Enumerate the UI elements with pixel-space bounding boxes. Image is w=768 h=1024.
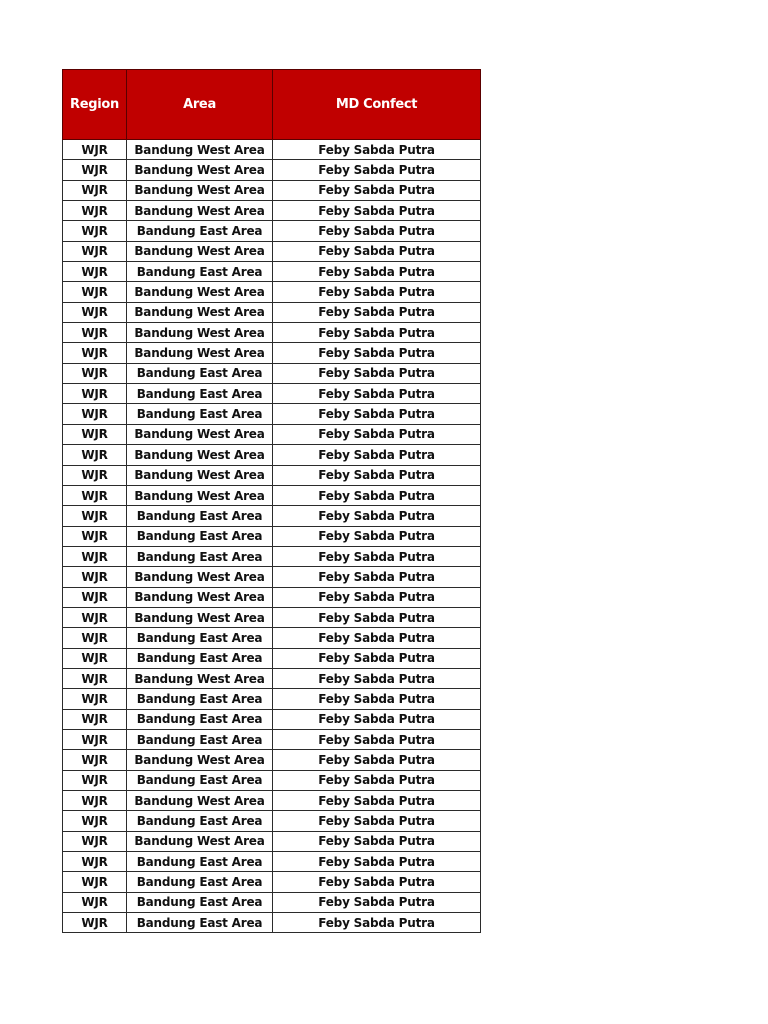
cell-area: Bandung East Area (127, 506, 273, 526)
cell-region: WJR (63, 323, 127, 343)
cell-region: WJR (63, 546, 127, 566)
table-row (63, 323, 481, 343)
cell-md-confect: Feby Sabda Putra (273, 892, 481, 912)
cell-area: Bandung West Area (127, 465, 273, 485)
cell-area: Bandung West Area (127, 750, 273, 770)
cell-region: WJR (63, 201, 127, 221)
cell-region: WJR (63, 668, 127, 688)
cell-area: Bandung East Area (127, 689, 273, 709)
cell-region: WJR (63, 526, 127, 546)
table-row (63, 160, 481, 180)
cell-md-confect: Feby Sabda Putra (273, 791, 481, 811)
cell-region: WJR (63, 241, 127, 261)
table-row (63, 241, 481, 261)
cell-region: WJR (63, 506, 127, 526)
cell-area: Bandung East Area (127, 892, 273, 912)
cell-area: Bandung West Area (127, 323, 273, 343)
table-row (63, 852, 481, 872)
cell-md-confect: Feby Sabda Putra (273, 709, 481, 729)
cell-region: WJR (63, 791, 127, 811)
cell-area: Bandung West Area (127, 445, 273, 465)
cell-region: WJR (63, 343, 127, 363)
cell-area: Bandung East Area (127, 384, 273, 404)
table-row (63, 770, 481, 790)
cell-md-confect: Feby Sabda Putra (273, 811, 481, 831)
cell-md-confect: Feby Sabda Putra (273, 323, 481, 343)
table-row (63, 729, 481, 749)
cell-area: Bandung East Area (127, 526, 273, 546)
table-row (63, 221, 481, 241)
cell-region: WJR (63, 831, 127, 851)
table-row (63, 628, 481, 648)
column-header-region: Region (63, 70, 127, 140)
cell-region: WJR (63, 262, 127, 282)
cell-area: Bandung East Area (127, 913, 273, 933)
cell-md-confect: Feby Sabda Putra (273, 282, 481, 302)
cell-md-confect: Feby Sabda Putra (273, 241, 481, 261)
cell-md-confect: Feby Sabda Putra (273, 201, 481, 221)
cell-area: Bandung East Area (127, 709, 273, 729)
table-row (63, 262, 481, 282)
table-row (63, 750, 481, 770)
cell-md-confect: Feby Sabda Putra (273, 913, 481, 933)
cell-md-confect: Feby Sabda Putra (273, 607, 481, 627)
cell-area: Bandung West Area (127, 668, 273, 688)
cell-md-confect: Feby Sabda Putra (273, 648, 481, 668)
cell-md-confect: Feby Sabda Putra (273, 180, 481, 200)
cell-md-confect: Feby Sabda Putra (273, 221, 481, 241)
table-row (63, 363, 481, 383)
table-row (63, 648, 481, 668)
cell-md-confect: Feby Sabda Putra (273, 506, 481, 526)
column-header-md-confect: MD Confect (273, 70, 481, 140)
cell-region: WJR (63, 363, 127, 383)
cell-area: Bandung West Area (127, 831, 273, 851)
cell-area: Bandung West Area (127, 791, 273, 811)
cell-region: WJR (63, 892, 127, 912)
table-row (63, 892, 481, 912)
cell-region: WJR (63, 770, 127, 790)
cell-area: Bandung East Area (127, 262, 273, 282)
cell-area: Bandung East Area (127, 628, 273, 648)
cell-region: WJR (63, 729, 127, 749)
table-row (63, 465, 481, 485)
cell-md-confect: Feby Sabda Putra (273, 587, 481, 607)
cell-md-confect: Feby Sabda Putra (273, 302, 481, 322)
cell-area: Bandung East Area (127, 852, 273, 872)
cell-md-confect: Feby Sabda Putra (273, 668, 481, 688)
cell-region: WJR (63, 689, 127, 709)
cell-region: WJR (63, 180, 127, 200)
cell-region: WJR (63, 811, 127, 831)
table-row (63, 384, 481, 404)
cell-md-confect: Feby Sabda Putra (273, 770, 481, 790)
cell-md-confect: Feby Sabda Putra (273, 852, 481, 872)
cell-area: Bandung West Area (127, 180, 273, 200)
table-row (63, 424, 481, 444)
cell-md-confect: Feby Sabda Putra (273, 546, 481, 566)
cell-md-confect: Feby Sabda Putra (273, 160, 481, 180)
cell-md-confect: Feby Sabda Putra (273, 262, 481, 282)
cell-md-confect: Feby Sabda Putra (273, 363, 481, 383)
cell-md-confect: Feby Sabda Putra (273, 689, 481, 709)
cell-region: WJR (63, 607, 127, 627)
table-row (63, 180, 481, 200)
table-row (63, 526, 481, 546)
cell-area: Bandung West Area (127, 241, 273, 261)
cell-region: WJR (63, 160, 127, 180)
table-row (63, 567, 481, 587)
cell-region: WJR (63, 140, 127, 160)
table-row (63, 689, 481, 709)
table-header-row (63, 70, 481, 140)
cell-area: Bandung West Area (127, 282, 273, 302)
cell-region: WJR (63, 384, 127, 404)
cell-area: Bandung West Area (127, 485, 273, 505)
column-header-area: Area (127, 70, 273, 140)
cell-region: WJR (63, 913, 127, 933)
table-row (63, 282, 481, 302)
cell-area: Bandung West Area (127, 343, 273, 363)
table-row (63, 668, 481, 688)
cell-region: WJR (63, 424, 127, 444)
table-row (63, 343, 481, 363)
table-row (63, 607, 481, 627)
cell-region: WJR (63, 485, 127, 505)
cell-region: WJR (63, 709, 127, 729)
cell-region: WJR (63, 587, 127, 607)
cell-area: Bandung East Area (127, 872, 273, 892)
table-row (63, 506, 481, 526)
cell-area: Bandung West Area (127, 424, 273, 444)
cell-area: Bandung West Area (127, 160, 273, 180)
table-row (63, 811, 481, 831)
cell-area: Bandung East Area (127, 648, 273, 668)
cell-region: WJR (63, 648, 127, 668)
cell-md-confect: Feby Sabda Putra (273, 750, 481, 770)
cell-md-confect: Feby Sabda Putra (273, 424, 481, 444)
cell-region: WJR (63, 404, 127, 424)
cell-area: Bandung East Area (127, 546, 273, 566)
cell-region: WJR (63, 465, 127, 485)
cell-area: Bandung East Area (127, 770, 273, 790)
cell-region: WJR (63, 302, 127, 322)
cell-region: WJR (63, 221, 127, 241)
table-row (63, 831, 481, 851)
table-row (63, 791, 481, 811)
cell-area: Bandung West Area (127, 302, 273, 322)
cell-md-confect: Feby Sabda Putra (273, 384, 481, 404)
table-row (63, 201, 481, 221)
md-assignment-table (62, 69, 481, 933)
table-row (63, 445, 481, 465)
cell-md-confect: Feby Sabda Putra (273, 404, 481, 424)
cell-area: Bandung East Area (127, 363, 273, 383)
cell-area: Bandung East Area (127, 404, 273, 424)
table-row (63, 913, 481, 933)
cell-md-confect: Feby Sabda Putra (273, 465, 481, 485)
cell-area: Bandung West Area (127, 567, 273, 587)
table-body (63, 140, 481, 933)
table-row (63, 404, 481, 424)
cell-area: Bandung West Area (127, 201, 273, 221)
cell-region: WJR (63, 628, 127, 648)
cell-md-confect: Feby Sabda Putra (273, 343, 481, 363)
cell-md-confect: Feby Sabda Putra (273, 831, 481, 851)
cell-area: Bandung West Area (127, 607, 273, 627)
cell-md-confect: Feby Sabda Putra (273, 445, 481, 465)
table-row (63, 709, 481, 729)
cell-md-confect: Feby Sabda Putra (273, 567, 481, 587)
cell-md-confect: Feby Sabda Putra (273, 628, 481, 648)
cell-area: Bandung East Area (127, 221, 273, 241)
cell-region: WJR (63, 282, 127, 302)
cell-region: WJR (63, 445, 127, 465)
table-row (63, 587, 481, 607)
table-row (63, 485, 481, 505)
table-row (63, 302, 481, 322)
cell-region: WJR (63, 872, 127, 892)
cell-area: Bandung East Area (127, 729, 273, 749)
cell-md-confect: Feby Sabda Putra (273, 872, 481, 892)
cell-md-confect: Feby Sabda Putra (273, 140, 481, 160)
cell-region: WJR (63, 750, 127, 770)
cell-area: Bandung East Area (127, 811, 273, 831)
cell-md-confect: Feby Sabda Putra (273, 485, 481, 505)
table-row (63, 872, 481, 892)
table-row (63, 140, 481, 160)
table-row (63, 546, 481, 566)
cell-area: Bandung West Area (127, 140, 273, 160)
cell-region: WJR (63, 567, 127, 587)
cell-region: WJR (63, 852, 127, 872)
cell-md-confect: Feby Sabda Putra (273, 729, 481, 749)
cell-area: Bandung West Area (127, 587, 273, 607)
cell-md-confect: Feby Sabda Putra (273, 526, 481, 546)
